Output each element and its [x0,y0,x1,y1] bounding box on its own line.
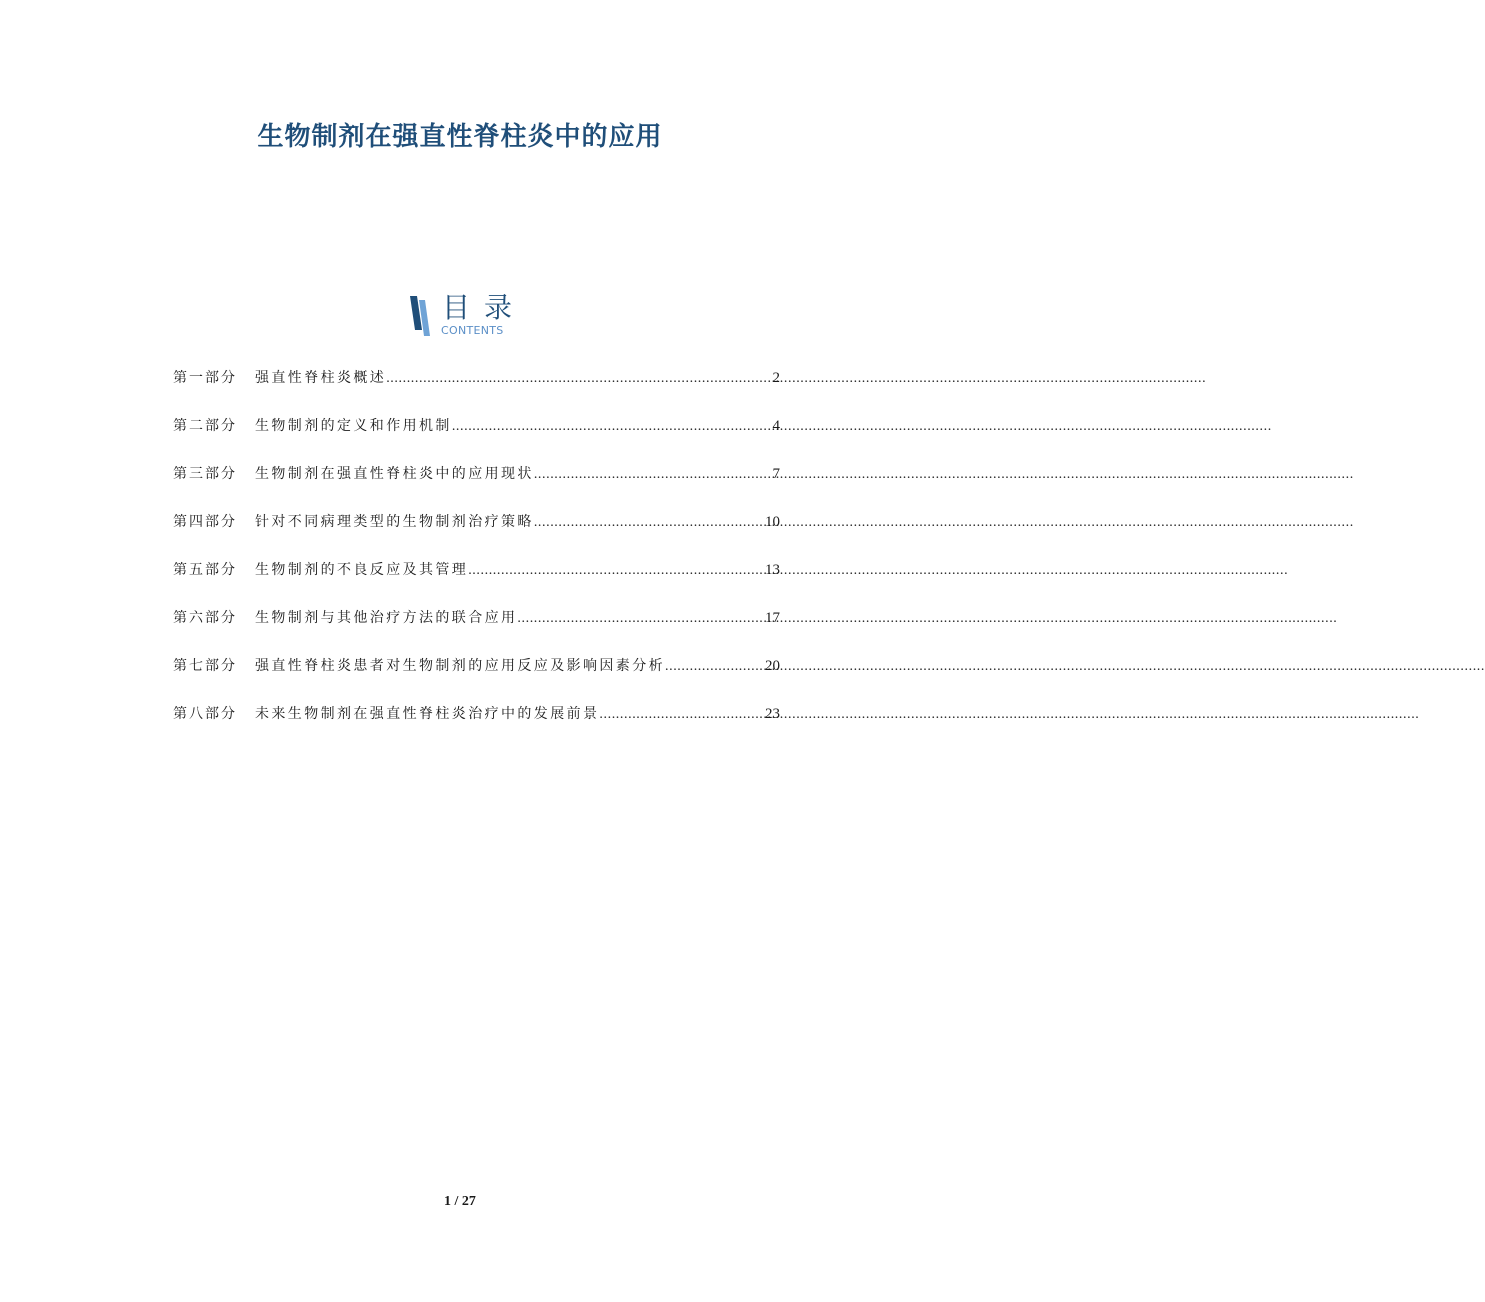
document-title: 生物制剂在强直性脊柱炎中的应用 [257,122,663,152]
toc-entry-title: 强直性脊柱炎概述 [255,370,387,386]
toc-entry-page: 7 [772,466,780,482]
toc-entry-title: 针对不同病理类型的生物制剂治疗策略 [255,514,534,530]
toc-entry-page: 2 [772,370,780,386]
toc-entry-page: 10 [765,514,780,530]
toc-entry-part: 第四部分 [173,514,237,530]
toc-entry-leader [517,607,765,631]
toc-entry-leader [534,463,773,487]
toc-heading-text: 目录 [442,291,527,324]
toc-entry-leader [665,655,765,679]
toc-entry-title: 生物制剂的定义和作用机制 [255,418,452,434]
toc-entry-leader [534,511,765,535]
toc-list [173,366,780,750]
toc-entry-part: 第八部分 [173,706,237,722]
toc-entry-title: 生物制剂与其他治疗方法的联合应用 [255,610,518,626]
toc-entry-part: 第七部分 [173,658,237,674]
toc-entry-part: 第一部分 [173,370,237,386]
toc-entry-part: 第二部分 [173,418,237,434]
toc-entry[interactable] [173,510,780,534]
toc-heading [0,292,920,342]
toc-entry-leader [468,559,765,583]
toc-entry[interactable] [173,558,780,582]
toc-entry-part: 第三部分 [173,466,237,482]
toc-entry-part: 第五部分 [173,562,237,578]
toc-entry[interactable] [173,462,780,486]
toc-entry-leader [452,415,773,439]
contents-logo-icon [408,296,432,336]
toc-entry-page: 17 [765,610,780,626]
toc-entry-page: 23 [765,706,780,722]
toc-entry-page: 13 [765,562,780,578]
toc-entry[interactable] [173,654,780,678]
toc-entry[interactable] [173,366,780,390]
toc-entry-title: 生物制剂在强直性脊柱炎中的应用现状 [255,466,534,482]
page-number: 1 / 27 [444,1194,476,1209]
toc-entry-leader [599,703,765,727]
toc-entry-title: 未来生物制剂在强直性脊柱炎治疗中的发展前景 [255,706,600,722]
toc-entry-page: 20 [765,658,780,674]
toc-entry[interactable] [173,606,780,630]
toc-entry-page: 4 [772,418,780,434]
toc-entry-title: 强直性脊柱炎患者对生物制剂的应用反应及影响因素分析 [255,658,665,674]
toc-entry[interactable] [173,702,780,726]
toc-entry[interactable] [173,414,780,438]
toc-subheading: CONTENTS [441,324,504,337]
toc-entry-title: 生物制剂的不良反应及其管理 [255,562,469,578]
toc-entry-leader [386,367,772,391]
toc-entry-part: 第六部分 [173,610,237,626]
